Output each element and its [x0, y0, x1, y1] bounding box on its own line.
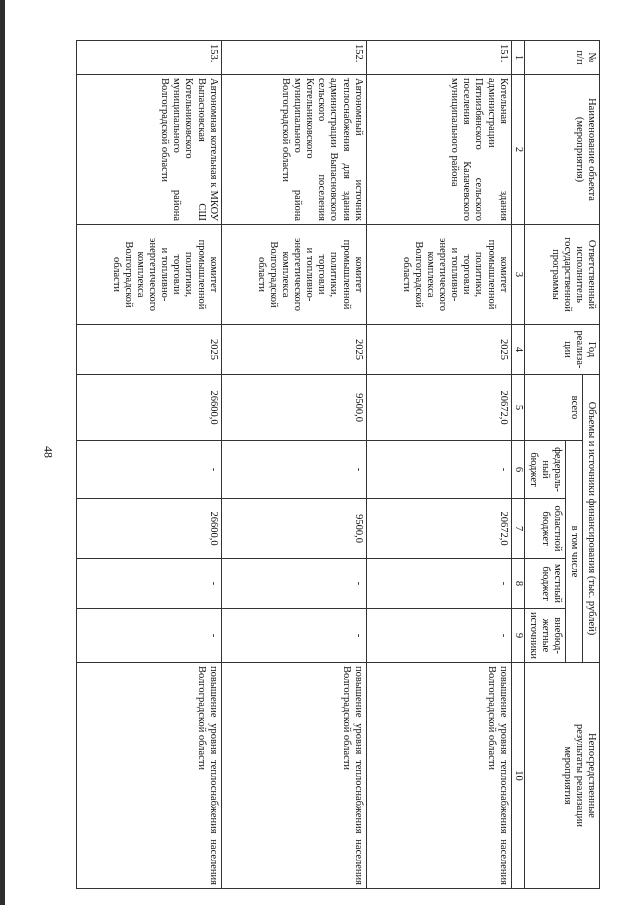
- document-sheet: [55, 40, 600, 888]
- row-year: 2025: [366, 325, 511, 375]
- column-number-row: [511, 41, 524, 889]
- row-year: 2025: [76, 325, 221, 375]
- table-row: [221, 41, 366, 889]
- column-number: 5: [511, 375, 524, 441]
- row-executor: комитет промышленной политики, торговли и топливно- энергетического комплекса Волгоградской области: [76, 225, 221, 325]
- row-local: -: [221, 559, 366, 609]
- table-row: [366, 41, 511, 889]
- row-name: Котельная здания администрации Пятиизбянского сельского поселения Калачевского муниципального района: [366, 75, 511, 225]
- row-executor: комитет промышленной политики, торговли и топливно- энергетического комплекса Волгоградской области: [366, 225, 511, 325]
- row-name: Автономная котельная к МКОУ Выпасновская СШ Котельниковского муниципального района Волгоградской области: [76, 75, 221, 225]
- column-number: 2: [511, 75, 524, 225]
- row-local: -: [76, 559, 221, 609]
- scan-edge: [0, 0, 5, 905]
- column-number: 6: [511, 441, 524, 499]
- row-total: 26600,0: [76, 375, 221, 441]
- header-name: Наименование объекта (мероприятия): [524, 75, 599, 225]
- header-total: всего: [524, 375, 582, 441]
- row-name: Автономный источник теплоснабжения для здания администрации Выпасновского сельского поселения Котельниковского муниципального района Волгоградской области: [221, 75, 366, 225]
- row-executor: комитет промышленной политики, торговли и топливно- энергетического комплекса Волгоградской области: [221, 225, 366, 325]
- column-number: 7: [511, 499, 524, 559]
- row-federal: -: [76, 441, 221, 499]
- row-regional: 26600,0: [76, 499, 221, 559]
- row-offbudget: -: [366, 609, 511, 663]
- row-local: -: [366, 559, 511, 609]
- header-local: местный бюджет: [524, 559, 565, 609]
- row-result: повышение уровня теплоснабжения населения Волгоградской области: [366, 663, 511, 889]
- column-number: 8: [511, 559, 524, 609]
- header-regional: областной бюджет: [524, 499, 565, 559]
- row-regional: 9500,0: [221, 499, 366, 559]
- row-federal: -: [221, 441, 366, 499]
- header-offbudget: внебюд- жетные источники: [524, 609, 565, 663]
- column-number: 10: [511, 663, 524, 889]
- row-num: 151.: [366, 41, 511, 75]
- row-year: 2025: [221, 325, 366, 375]
- header-in-that: в том числе: [565, 441, 582, 663]
- row-offbudget: -: [76, 609, 221, 663]
- header-federal: федераль- ный бюджет: [524, 441, 565, 499]
- column-number: 9: [511, 609, 524, 663]
- page-number: 48: [41, 446, 56, 458]
- column-number: 3: [511, 225, 524, 325]
- row-result: повышение уровня теплоснабжения населения Волгоградской области: [76, 663, 221, 889]
- row-total: 9500,0: [221, 375, 366, 441]
- header-funding: Объемы и источники финансирования (тыс. рублей): [582, 375, 599, 663]
- header-num: № п/п: [524, 41, 599, 75]
- row-result: повышение уровня теплоснабжения населения Волгоградской области: [221, 663, 366, 889]
- funding-table: [76, 40, 600, 889]
- header-year: Год реализа- ции: [524, 325, 599, 375]
- column-number: 1: [511, 41, 524, 75]
- row-total: 20672,0: [366, 375, 511, 441]
- row-num: 153.: [76, 41, 221, 75]
- header-row-1: [582, 41, 599, 889]
- row-regional: 20672,0: [366, 499, 511, 559]
- header-results: Непосредственные результаты реализации мероприятия: [524, 663, 599, 889]
- column-number: 4: [511, 325, 524, 375]
- row-offbudget: -: [221, 609, 366, 663]
- table-row: [76, 41, 221, 889]
- rotated-table-container: [55, 40, 600, 888]
- row-num: 152.: [221, 41, 366, 75]
- header-executor: Ответственный исполнитель государственной программы: [524, 225, 599, 325]
- row-federal: -: [366, 441, 511, 499]
